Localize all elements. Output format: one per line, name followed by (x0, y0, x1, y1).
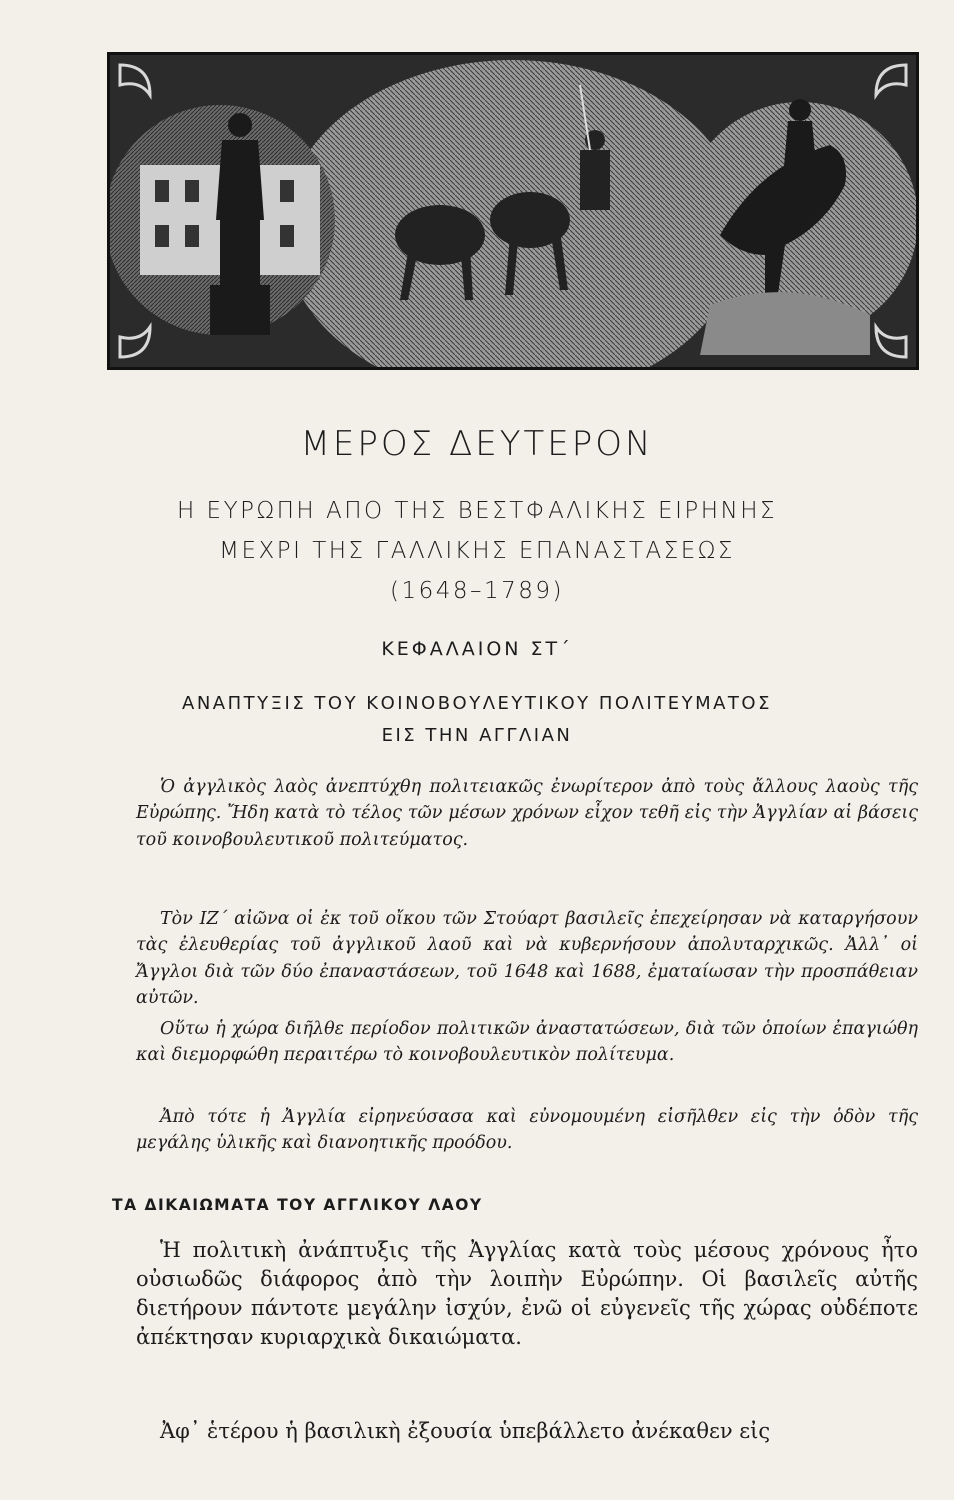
section-paragraph (136, 1236, 918, 1352)
section-paragraph (136, 1417, 918, 1446)
paragraph-text: Τὸν ΙΖ΄ αἰῶνα οἱ ἐκ τοῦ οἴκου τῶν Στούαρτ βασιλεῖς ἐπεχείρησαν νὰ καταργήσουν τὰς ἐλευθερίας τοῦ ἀγγλικοῦ λαοῦ καὶ νὰ κυβερνήσουν ἀπολυταρχικῶς. Ἀλλ᾽ οἱ Ἄγγλοι διὰ τῶν δύο ἐπαναστάσεων, τοῦ 1648 καὶ 1688, ἐματαίωσαν τὴν προσπάθειαν αὐτῶν. (136, 909, 918, 1008)
subtitle-date-range: (1648–1789) (389, 578, 564, 604)
paragraph (136, 1104, 918, 1157)
subtitle-line-2: ΜΕΧΡΙ ΤΗΣ ΓΑΛΛΙΚΗΣ ΕΠΑΝΑΣΤΑΣΕΩΣ (219, 538, 735, 564)
paragraph (136, 1016, 918, 1069)
engraving-illustration (107, 52, 919, 370)
paragraph (136, 774, 918, 853)
chapter-heading-line-2: ΕΙΣ ΤΗΝ ΑΓΓΛΙΑΝ (381, 725, 573, 746)
section-paragraph-text: Ἀφ᾽ ἑτέρου ἡ βασιλικὴ ἐξουσία ὑπεβάλλετο ἀνέκαθεν εἰς (160, 1419, 771, 1443)
section-heading: ΤΑ ΔΙΚΑΙΩΜΑΤΑ ΤΟΥ ΑΓΓΛΙΚΟΥ ΛΑΟΥ (112, 1196, 483, 1214)
paragraph-text: Ἀπὸ τότε ἡ Ἀγγλία εἰρηνεύσασα καὶ εὐνομουμένη εἰσῆλθεν εἰς τὴν ὁδὸν τῆς μεγάλης ὑλικῆς καὶ διανοητικῆς προόδου. (136, 1107, 918, 1154)
paragraph-text: Οὕτω ἡ χώρα διῆλθε περίοδον πολιτικῶν ἀναστατώσεων, διὰ τῶν ὁποίων ἐπαγιώθη καὶ διεμορφώθη περαιτέρω τὸ κοινοβουλευτικὸν πολίτευμα. (136, 1019, 918, 1066)
part-title: ΜΕΡΟΣ ΔΕΥΤΕΡΟΝ (300, 424, 654, 464)
paragraph-text: Ὁ ἀγγλικὸς λαὸς ἀνεπτύχθη πολιτειακῶς ἐνωρίτερον ἀπὸ τοὺς ἄλλους λαοὺς τῆς Εὐρώπης. Ἤδη κατὰ τὸ τέλος τῶν μέσων χρόνων εἶχον τεθῆ εἰς τὴν Ἀγγλίαν αἱ βάσεις τοῦ κοινοβουλευτικοῦ πολιτεύματος. (136, 777, 918, 850)
chapter-label: ΚΕΦΑΛΑΙΟΝ ΣΤ΄ (381, 638, 573, 660)
paragraph (136, 906, 918, 1011)
chapter-heading-line-1: ΑΝΑΠΤΥΞΙΣ ΤΟΥ ΚΟΙΝΟΒΟΥΛΕΥΤΙΚΟΥ ΠΟΛΙΤΕΥΜΑΤΟΣ (182, 693, 772, 714)
subtitle-line-1: Η ΕΥΡΩΠΗ ΑΠΟ ΤΗΣ ΒΕΣΤΦΑΛΙΚΗΣ ΕΙΡΗΝΗΣ (176, 498, 778, 524)
section-paragraph-text: Ἡ πολιτικὴ ἀνάπτυξις τῆς Ἀγγλίας κατὰ τοὺς μέσους χρόνους ἦτο οὐσιωδῶς διάφορος ἀπὸ τὴν λοιπὴν Εὐρώπην. Οἱ βασιλεῖς αὐτῆς διετήρουν πάντοτε μεγάλην ἰσχύν, ἐνῶ οἱ εὐγενεῖς τῆς χώρας οὐδέποτε ἀπέκτησαν κυριαρχικὰ δικαιώματα. (136, 1238, 918, 1349)
